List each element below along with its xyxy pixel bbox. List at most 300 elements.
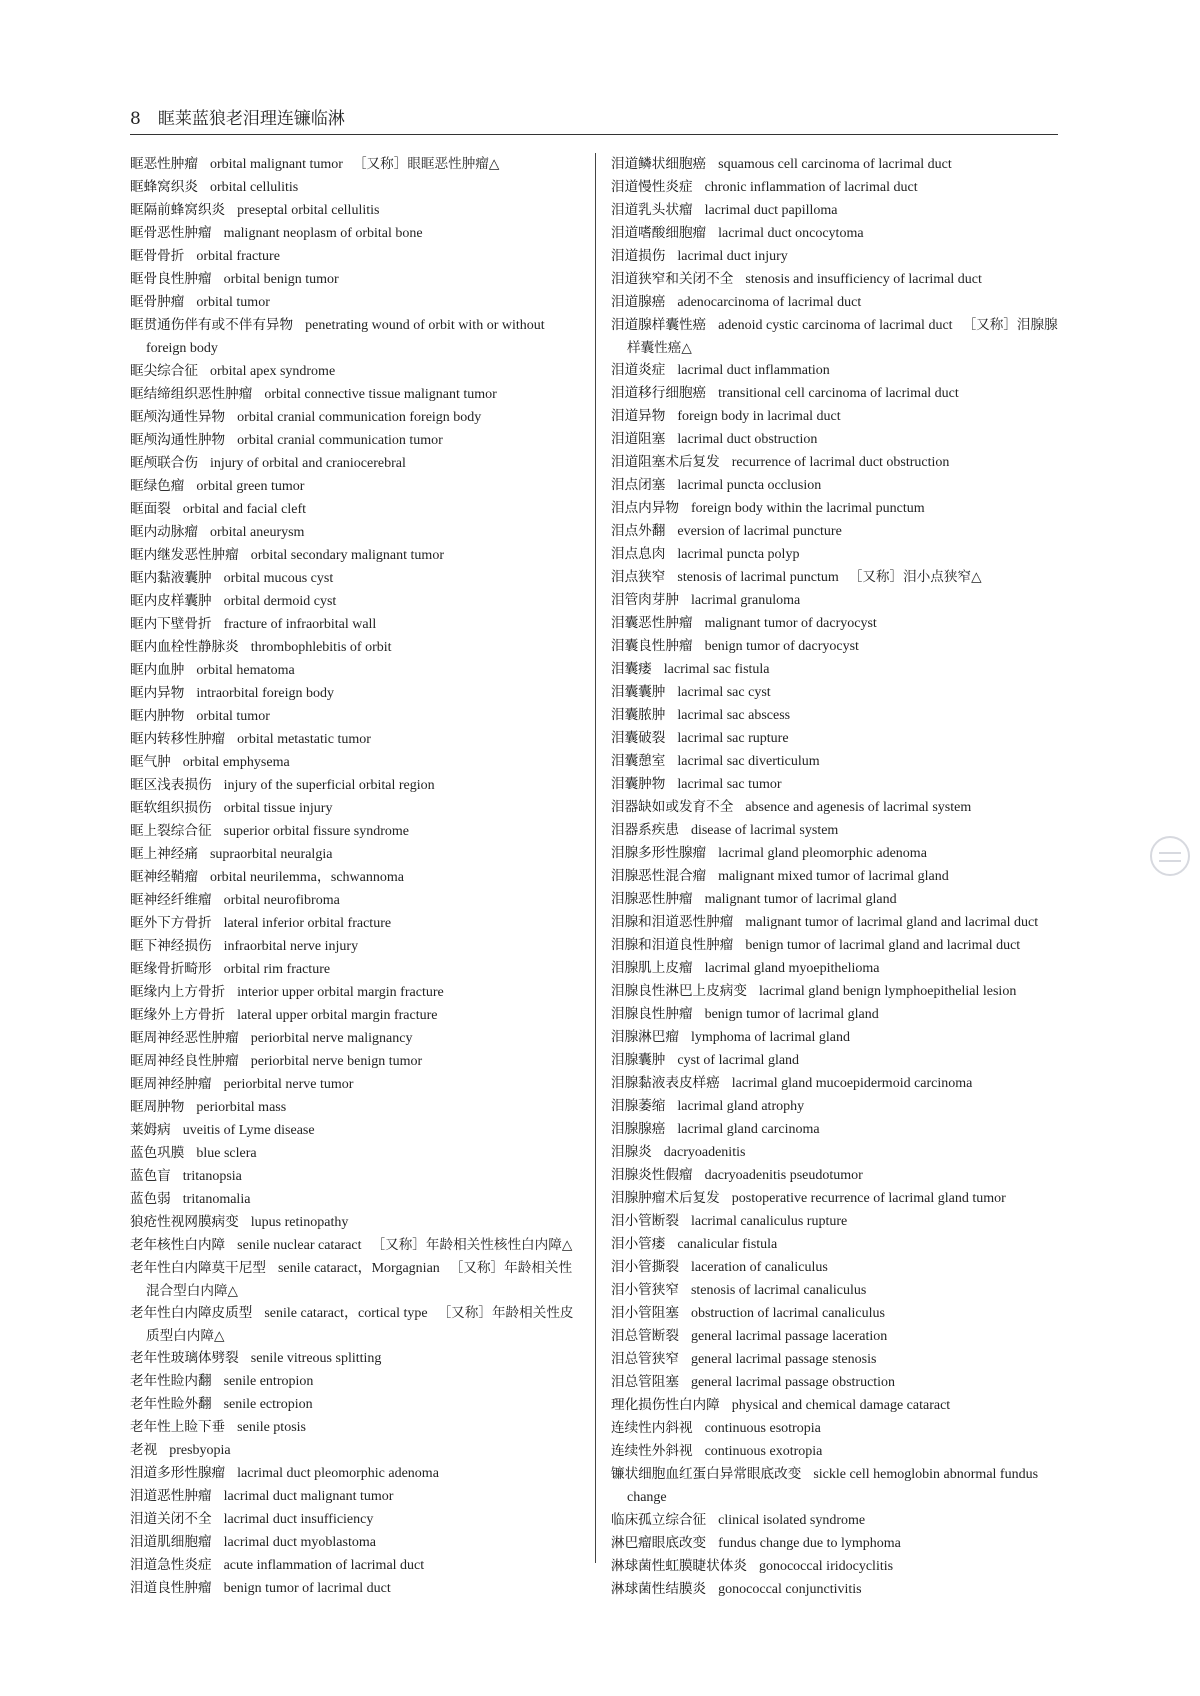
term-english: orbital rim fracture: [223, 962, 331, 977]
term-chinese: 眶软组织损伤: [130, 800, 212, 816]
term-chinese: 临床孤立综合征: [611, 1512, 707, 1528]
term-chinese: 泪道损伤: [611, 248, 666, 264]
term-entry: [130, 1234, 582, 1257]
term-chinese: 泪点息肉: [611, 546, 666, 562]
term-english: benign tumor of lacrimal gland and lacrimal duct: [745, 938, 1021, 953]
term-english: orbital emphysema: [182, 755, 290, 770]
term-chinese: 老年性白内障莫干尼型: [130, 1260, 266, 1276]
term-entry: [130, 544, 582, 567]
term-entry: [611, 1072, 1058, 1095]
term-entry: [130, 452, 582, 475]
term-english: malignant tumor of dacryocyst: [704, 616, 877, 631]
term-alias: ［又称］年龄相关性核性白内障△: [371, 1237, 573, 1253]
term-chinese: 泪器缺如或发育不全: [611, 799, 734, 815]
term-entry: [130, 1393, 582, 1416]
term-english: injury of orbital and craniocerebral: [209, 456, 406, 471]
term-english: disease of lacrimal system: [690, 823, 839, 838]
term-english: benign tumor of lacrimal duct: [223, 1581, 391, 1596]
term-english: periorbital nerve tumor: [223, 1077, 354, 1092]
term-entry: [611, 750, 1058, 773]
term-english: orbital cellulitis: [209, 180, 299, 195]
term-chinese: 眶蜂窝织炎: [130, 179, 198, 195]
term-entry: [130, 659, 582, 682]
left-column: [130, 153, 582, 1600]
term-english: lacrimal duct oncocytoma: [718, 226, 864, 241]
term-entry: [130, 613, 582, 636]
term-english: general lacrimal passage obstruction: [690, 1375, 896, 1390]
term-chinese: 泪腺恶性混合瘤: [611, 868, 707, 884]
term-entry: [130, 360, 582, 383]
term-entry: [130, 1188, 582, 1211]
term-chinese: 老年性上睑下垂: [130, 1419, 226, 1435]
term-english: uveitis of Lyme disease: [182, 1123, 315, 1138]
term-english: general lacrimal passage laceration: [690, 1329, 888, 1344]
term-chinese: 泪器系疾患: [611, 822, 679, 838]
term-english: postoperative recurrence of lacrimal gland tumor: [731, 1191, 1006, 1206]
term-entry: [130, 935, 582, 958]
term-entry: [130, 1439, 582, 1462]
term-entry: [130, 590, 582, 613]
term-english: injury of the superficial orbital region: [223, 778, 435, 793]
term-english: lacrimal duct papilloma: [704, 203, 838, 218]
term-chinese: 泪道多形性腺瘤: [130, 1465, 226, 1481]
term-english: superior orbital fissure syndrome: [223, 824, 410, 839]
term-entry: [611, 773, 1058, 796]
term-chinese: 泪囊脓肿: [611, 707, 666, 723]
term-entry: [611, 1325, 1058, 1348]
term-entry: [130, 1257, 582, 1302]
term-entry: [611, 1578, 1058, 1601]
term-chinese: 眶骨恶性肿瘤: [130, 225, 212, 241]
term-english: squamous cell carcinoma of lacrimal duct: [718, 157, 952, 172]
term-chinese: 眶面裂: [130, 501, 171, 517]
term-english: orbital neurilemma，schwannoma: [209, 870, 404, 885]
term-english: infraorbital nerve injury: [223, 939, 359, 954]
term-chinese: 泪点外翻: [611, 523, 666, 539]
term-english: orbital malignant tumor: [209, 157, 343, 172]
term-english: transitional cell carcinoma of lacrimal duct: [718, 386, 959, 401]
term-chinese: 蓝色盲: [130, 1168, 171, 1184]
term-chinese: 泪囊囊肿: [611, 684, 666, 700]
term-english: periorbital mass: [196, 1100, 287, 1115]
term-english: lacrimal sac cyst: [677, 685, 771, 700]
term-entry: [130, 1554, 582, 1577]
term-english: absence and agenesis of lacrimal system: [745, 800, 972, 815]
term-chinese: 泪小管狭窄: [611, 1282, 679, 1298]
term-english: lacrimal gland atrophy: [677, 1099, 805, 1114]
term-entry: [611, 612, 1058, 635]
term-english: orbital benign tumor: [223, 272, 339, 287]
term-chinese: 眶周神经恶性肿瘤: [130, 1030, 239, 1046]
term-chinese: 老年性白内障皮质型: [130, 1305, 253, 1321]
term-entry: [130, 682, 582, 705]
term-english: chronic inflammation of lacrimal duct: [704, 180, 918, 195]
term-chinese: 泪道嗜酸细胞瘤: [611, 225, 707, 241]
term-chinese: 连续性外斜视: [611, 1443, 693, 1459]
term-english: orbital dermoid cyst: [223, 594, 337, 609]
term-alias: ［又称］年龄相关性皮质型白内障△: [146, 1305, 574, 1344]
term-english: laceration of canaliculus: [690, 1260, 828, 1275]
term-entry: [611, 1141, 1058, 1164]
term-entry: [611, 1279, 1058, 1302]
term-chinese: 眶骨骨折: [130, 248, 185, 264]
term-entry: [130, 153, 582, 176]
term-chinese: 泪小管阻塞: [611, 1305, 679, 1321]
term-entry: [130, 245, 582, 268]
term-chinese: 理化损伤性白内障: [611, 1397, 720, 1413]
term-chinese: 淋球菌性虹膜睫状体炎: [611, 1558, 747, 1574]
term-chinese: 眶内皮样囊肿: [130, 593, 212, 609]
term-english: periorbital nerve malignancy: [250, 1031, 413, 1046]
term-english: acute inflammation of lacrimal duct: [223, 1558, 425, 1573]
term-chinese: 泪道狭窄和关闭不全: [611, 271, 734, 287]
term-english: orbital tumor: [196, 295, 270, 310]
term-entry: [130, 889, 582, 912]
page-header: [130, 104, 1058, 135]
term-english: interior upper orbital margin fracture: [237, 985, 444, 1000]
term-english: eversion of lacrimal puncture: [677, 524, 842, 539]
term-entry: [130, 406, 582, 429]
term-chinese: 泪道关闭不全: [130, 1511, 212, 1527]
term-alias: ［又称］泪腺腺样囊性癌△: [627, 317, 1058, 356]
term-english: orbital aneurysm: [209, 525, 305, 540]
term-entry: [130, 774, 582, 797]
term-english: orbital tumor: [196, 709, 270, 724]
term-entry: [130, 475, 582, 498]
term-english: lymphoma of lacrimal gland: [690, 1030, 850, 1045]
term-entry: [611, 314, 1058, 359]
term-chinese: 泪道肌细胞瘤: [130, 1534, 212, 1550]
term-english: senile nuclear cataract: [237, 1238, 362, 1253]
term-english: lacrimal duct injury: [677, 249, 788, 264]
term-chinese: 眶骨肿瘤: [130, 294, 185, 310]
term-entry: [130, 1302, 582, 1347]
term-chinese: 狼疮性视网膜病变: [130, 1214, 239, 1230]
term-english: lateral inferior orbital fracture: [223, 916, 392, 931]
term-entry: [611, 1394, 1058, 1417]
term-entry: [611, 1095, 1058, 1118]
term-english: orbital cranial communication tumor: [237, 433, 443, 448]
term-entry: [130, 705, 582, 728]
term-chinese: 眶缘骨折畸形: [130, 961, 212, 977]
term-entry: [611, 658, 1058, 681]
term-english: dacryoadenitis: [663, 1145, 746, 1160]
term-entry: [130, 1347, 582, 1370]
term-chinese: 眶内下壁骨折: [130, 616, 212, 632]
term-english: stenosis and insufficiency of lacrimal duct: [745, 272, 982, 287]
term-chinese: 泪腺炎: [611, 1144, 652, 1160]
term-entry: [611, 520, 1058, 543]
term-english: preseptal orbital cellulitis: [237, 203, 380, 218]
term-english: lacrimal canaliculus rupture: [690, 1214, 848, 1229]
term-chinese: 泪腺恶性肿瘤: [611, 891, 693, 907]
term-chinese: 泪点内异物: [611, 500, 679, 516]
term-english: gonococcal conjunctivitis: [718, 1582, 862, 1597]
term-entry: [130, 1050, 582, 1073]
term-english: lacrimal duct inflammation: [677, 363, 830, 378]
term-entry: [611, 543, 1058, 566]
term-entry: [130, 1508, 582, 1531]
term-entry: [130, 1531, 582, 1554]
term-chinese: 泪腺腺癌: [611, 1121, 666, 1137]
term-english: malignant tumor of lacrimal gland and lacrimal duct: [745, 915, 1039, 930]
term-alias: ［又称］泪小点狭窄△: [848, 569, 982, 585]
term-entry: [130, 728, 582, 751]
term-entry: [611, 865, 1058, 888]
term-chinese: 泪腺炎性假瘤: [611, 1167, 693, 1183]
term-english: lacrimal duct insufficiency: [223, 1512, 374, 1527]
term-entry: [611, 474, 1058, 497]
term-entry: [130, 199, 582, 222]
term-english: lacrimal gland benign lymphoepithelial lesion: [758, 984, 1017, 999]
term-english: continuous exotropia: [704, 1444, 823, 1459]
term-chinese: 泪道慢性炎症: [611, 179, 693, 195]
term-english: fundus change due to lymphoma: [718, 1536, 901, 1551]
term-english: orbital hematoma: [196, 663, 295, 678]
term-chinese: 泪道阻塞术后复发: [611, 454, 720, 470]
term-entry: [611, 1026, 1058, 1049]
term-entry: [130, 751, 582, 774]
term-chinese: 泪腺和泪道恶性肿瘤: [611, 914, 734, 930]
term-english: lacrimal duct malignant tumor: [223, 1489, 394, 1504]
term-entry: [611, 1348, 1058, 1371]
term-entry: [130, 1211, 582, 1234]
term-entry: [611, 957, 1058, 980]
term-english: orbital mucous cyst: [223, 571, 334, 586]
term-chinese: 连续性内斜视: [611, 1420, 693, 1436]
term-entry: [611, 1164, 1058, 1187]
term-english: senile cataract，Morgagnian: [277, 1261, 440, 1276]
term-chinese: 泪管肉芽肿: [611, 592, 679, 608]
term-chinese: 泪囊肿物: [611, 776, 666, 792]
term-chinese: 淋巴瘤眼底改变: [611, 1535, 707, 1551]
term-chinese: 泪腺肿瘤术后复发: [611, 1190, 720, 1206]
term-chinese: 泪点狭窄: [611, 569, 666, 585]
term-entry: [130, 797, 582, 820]
term-entry: [130, 567, 582, 590]
term-english: foreign body in lacrimal duct: [677, 409, 841, 424]
term-entry: [611, 1440, 1058, 1463]
term-chinese: 镰状细胞血红蛋白异常眼底改变: [611, 1466, 802, 1482]
term-english: lacrimal gland carcinoma: [677, 1122, 820, 1137]
term-chinese: 泪腺囊肿: [611, 1052, 666, 1068]
term-entry: [611, 222, 1058, 245]
term-english: lacrimal sac abscess: [677, 708, 791, 723]
term-entry: [130, 1485, 582, 1508]
term-entry: [611, 635, 1058, 658]
term-chinese: 眶周神经良性肿瘤: [130, 1053, 239, 1069]
term-chinese: 眶颅沟通性肿物: [130, 432, 226, 448]
term-entry: [611, 1509, 1058, 1532]
term-english: sickle cell hemoglobin abnormal fundus change: [627, 1467, 1039, 1505]
term-entry: [130, 866, 582, 889]
page-title: 眶莱蓝狼老泪理连镰临淋: [157, 109, 345, 129]
term-english: lacrimal gland myoepithelioma: [704, 961, 880, 976]
term-chinese: 泪囊憩室: [611, 753, 666, 769]
term-chinese: 泪腺良性肿瘤: [611, 1006, 693, 1022]
term-entry: [611, 382, 1058, 405]
term-chinese: 泪腺肌上皮瘤: [611, 960, 693, 976]
term-english: clinical isolated syndrome: [718, 1513, 866, 1528]
term-english: lacrimal sac fistula: [663, 662, 770, 677]
term-entry: [130, 314, 582, 360]
term-english: thrombophlebitis of orbit: [250, 640, 392, 655]
term-entry: [130, 820, 582, 843]
term-english: malignant neoplasm of orbital bone: [223, 226, 423, 241]
term-entry: [130, 383, 582, 406]
term-entry: [611, 1532, 1058, 1555]
term-chinese: 蓝色弱: [130, 1191, 171, 1207]
term-english: gonococcal iridocyclitis: [758, 1559, 894, 1574]
term-entry: [130, 1027, 582, 1050]
term-entry: [130, 843, 582, 866]
term-english: lacrimal duct pleomorphic adenoma: [237, 1466, 439, 1481]
term-chinese: 眶恶性肿瘤: [130, 156, 198, 172]
term-chinese: 眶周神经肿瘤: [130, 1076, 212, 1092]
term-english: presbyopia: [169, 1443, 231, 1458]
term-chinese: 泪道鳞状细胞癌: [611, 156, 707, 172]
term-entry: [611, 451, 1058, 474]
term-english: malignant tumor of lacrimal gland: [704, 892, 897, 907]
term-english: senile vitreous splitting: [250, 1351, 382, 1366]
term-chinese: 泪腺淋巴瘤: [611, 1029, 679, 1045]
term-chinese: 泪囊恶性肿瘤: [611, 615, 693, 631]
term-entry: [130, 958, 582, 981]
term-chinese: 眶周肿物: [130, 1099, 185, 1115]
term-chinese: 泪道急性炎症: [130, 1557, 212, 1573]
term-chinese: 眶下神经损伤: [130, 938, 212, 954]
term-chinese: 眶外下方骨折: [130, 915, 212, 931]
term-entry: [130, 1119, 582, 1142]
term-chinese: 老年性玻璃体劈裂: [130, 1350, 239, 1366]
term-english: benign tumor of dacryocyst: [704, 639, 859, 654]
term-chinese: 眶内血栓性静脉炎: [130, 639, 239, 655]
term-entry: [130, 1004, 582, 1027]
column-divider: [595, 153, 596, 1563]
term-chinese: 泪小管瘘: [611, 1236, 666, 1252]
term-entry: [611, 359, 1058, 382]
term-chinese: 泪道移行细胞癌: [611, 385, 707, 401]
term-chinese: 眶贯通伤伴有或不伴有异物: [130, 317, 294, 333]
term-chinese: 老年性睑内翻: [130, 1373, 212, 1389]
term-chinese: 泪小管撕裂: [611, 1259, 679, 1275]
term-english: stenosis of lacrimal canaliculus: [690, 1283, 867, 1298]
term-english: adenocarcinoma of lacrimal duct: [677, 295, 862, 310]
term-english: senile ptosis: [237, 1420, 306, 1435]
term-english: malignant mixed tumor of lacrimal gland: [718, 869, 949, 884]
term-chinese: 眶颅沟通性异物: [130, 409, 226, 425]
term-english: lateral upper orbital margin fracture: [237, 1008, 438, 1023]
term-entry: [611, 199, 1058, 222]
term-english: foreign body within the lacrimal punctum: [690, 501, 925, 516]
term-entry: [130, 636, 582, 659]
term-chinese: 眶尖综合征: [130, 363, 198, 379]
term-entry: [611, 911, 1058, 934]
term-chinese: 泪点闭塞: [611, 477, 666, 493]
term-chinese: 泪小管断裂: [611, 1213, 679, 1229]
term-english: orbital fracture: [196, 249, 280, 264]
term-chinese: 眶内肿物: [130, 708, 185, 724]
term-english: senile entropion: [223, 1374, 314, 1389]
term-entry: [130, 222, 582, 245]
term-english: lacrimal gland pleomorphic adenoma: [718, 846, 927, 861]
term-english: penetrating wound of orbit with or without foreign body: [146, 318, 545, 356]
term-chinese: 泪总管阻塞: [611, 1374, 679, 1390]
term-entry: [130, 1073, 582, 1096]
term-entry: [611, 153, 1058, 176]
term-chinese: 眶隔前蜂窝织炎: [130, 202, 226, 218]
term-english: tritanomalia: [182, 1192, 251, 1207]
term-entry: [611, 1555, 1058, 1578]
term-english: senile cataract，cortical type: [264, 1306, 428, 1321]
term-english: orbital neurofibroma: [223, 893, 340, 908]
term-chinese: 眶内继发恶性肿瘤: [130, 547, 239, 563]
term-english: lacrimal duct myoblastoma: [223, 1535, 376, 1550]
term-chinese: 泪腺多形性腺瘤: [611, 845, 707, 861]
term-english: orbital green tumor: [196, 479, 305, 494]
term-chinese: 莱姆病: [130, 1122, 171, 1138]
term-english: fracture of infraorbital wall: [223, 617, 377, 632]
term-english: general lacrimal passage stenosis: [690, 1352, 877, 1367]
term-entry: [611, 819, 1058, 842]
term-english: canalicular fistula: [677, 1237, 778, 1252]
term-chinese: 泪总管狭窄: [611, 1351, 679, 1367]
term-english: recurrence of lacrimal duct obstruction: [731, 455, 950, 470]
term-entry: [611, 1118, 1058, 1141]
term-entry: [611, 1187, 1058, 1210]
term-english: lacrimal sac rupture: [677, 731, 789, 746]
term-english: obstruction of lacrimal canaliculus: [690, 1306, 885, 1321]
term-english: dacryoadenitis pseudotumor: [704, 1168, 863, 1183]
term-entry: [611, 1049, 1058, 1072]
term-english: orbital connective tissue malignant tumor: [264, 387, 497, 402]
term-chinese: 眶区浅表损伤: [130, 777, 212, 793]
term-entry: [611, 497, 1058, 520]
term-chinese: 老年性睑外翻: [130, 1396, 212, 1412]
term-entry: [611, 1302, 1058, 1325]
term-chinese: 泪腺和泪道良性肿瘤: [611, 937, 734, 953]
term-chinese: 眶内血肿: [130, 662, 185, 678]
term-chinese: 泪囊破裂: [611, 730, 666, 746]
term-english: physical and chemical damage cataract: [731, 1398, 951, 1413]
term-english: orbital tissue injury: [223, 801, 333, 816]
term-chinese: 眶颅联合伤: [130, 455, 198, 471]
term-entry: [130, 1416, 582, 1439]
term-chinese: 眶神经鞘瘤: [130, 869, 198, 885]
term-entry: [611, 727, 1058, 750]
term-chinese: 老视: [130, 1442, 158, 1458]
term-chinese: 泪道阻塞: [611, 431, 666, 447]
term-chinese: 老年核性白内障: [130, 1237, 226, 1253]
term-english: orbital secondary malignant tumor: [250, 548, 444, 563]
term-entry: [611, 589, 1058, 612]
term-chinese: 眶上神经痛: [130, 846, 198, 862]
term-entry: [611, 268, 1058, 291]
term-entry: [611, 796, 1058, 819]
term-chinese: 淋球菌性结膜炎: [611, 1581, 707, 1597]
term-chinese: 眶绿色瘤: [130, 478, 185, 494]
term-entry: [130, 1142, 582, 1165]
term-english: lacrimal gland mucoepidermoid carcinoma: [731, 1076, 973, 1091]
term-entry: [611, 176, 1058, 199]
term-chinese: 泪腺良性淋巴上皮病变: [611, 983, 747, 999]
term-chinese: 眶结缔组织恶性肿瘤: [130, 386, 253, 402]
term-chinese: 泪道良性肿瘤: [130, 1580, 212, 1596]
term-english: lupus retinopathy: [250, 1215, 349, 1230]
term-chinese: 眶神经纤维瘤: [130, 892, 212, 908]
page-number: 8: [130, 109, 141, 129]
term-entry: [130, 1462, 582, 1485]
